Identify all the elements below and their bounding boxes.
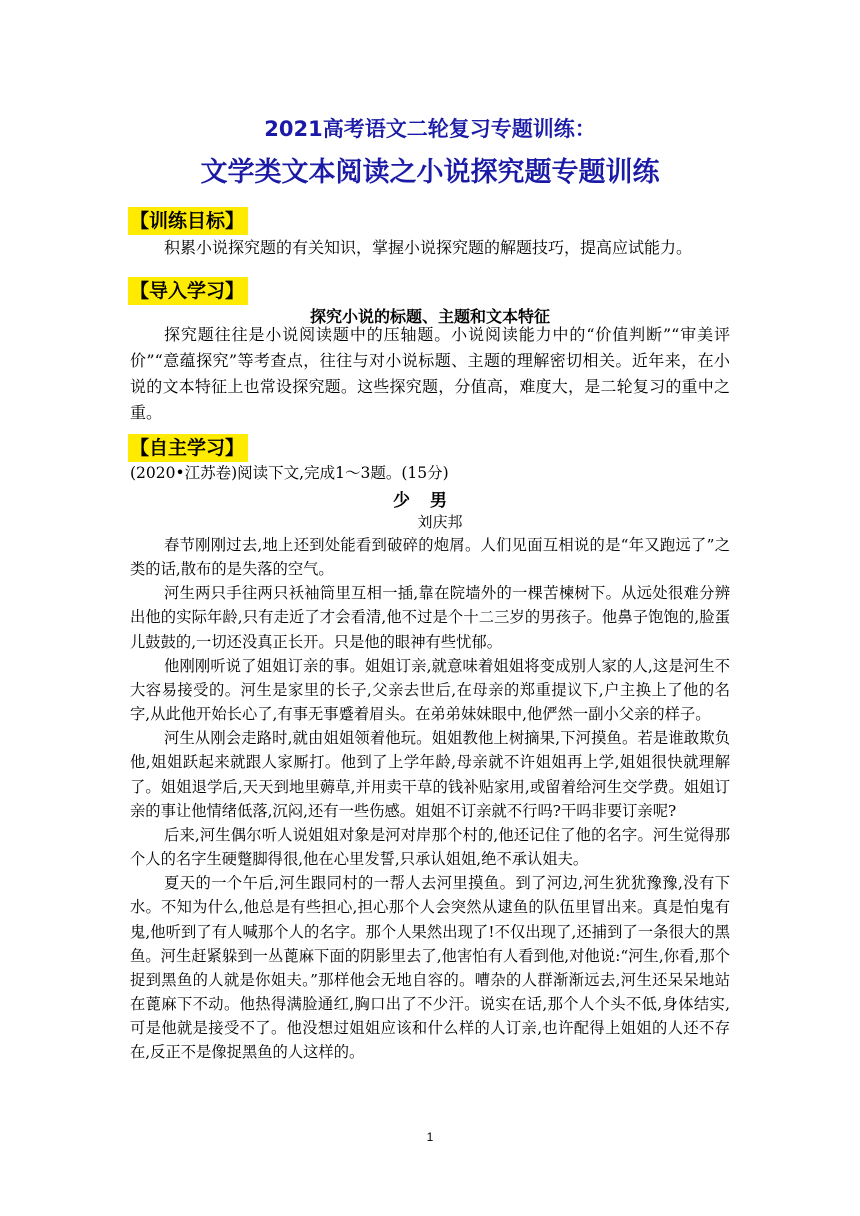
story-paragraph: 后来,河生偶尔听人说姐姐对象是河对岸那个村的,他还记住了他的名字。河生觉得那个人的名字生硬蹩脚得很,他在心里发誓,只承认姐姐,绝不承认姐夫。 xyxy=(130,825,730,869)
story-paragraph: 河生从刚会走路时,就由姐姐领着他玩。姐姐教他上树摘果,下河摸鱼。若是谁敢欺负他,姐姐跃起来就跟人家厮打。他到了上学年龄,母亲就不许姐姐再上学,姐姐很快就理解了。姐姐退学后,天天到地里薅草,并用卖干草的钱补贴家用,或留着给河生交学费。姐姐订亲的事让他情绪低落,沉闷,还有一些伤感。姐姐不订亲就不行吗?干吗非要订亲呢? xyxy=(130,729,730,820)
document-title-line1: 2021高考语文二轮复习专题训练： xyxy=(264,117,596,141)
question-source: (2020•江苏卷)阅读下文,完成1～3题。(15分) xyxy=(130,464,449,482)
section-label-self-study: 【自主学习】 xyxy=(128,434,248,462)
section-label-intro: 【导入学习】 xyxy=(128,277,248,305)
document-title-line2: 文学类文本阅读之小说探究题专题训练 xyxy=(200,157,660,188)
section-label-goal: 【训练目标】 xyxy=(128,207,248,235)
story-author: 刘庆邦 xyxy=(417,513,463,531)
page-number: 1 xyxy=(426,1130,434,1144)
intro-subtitle: 探究小说的标题、主题和文本特征 xyxy=(309,307,550,326)
story-paragraph: 春节刚刚过去,地上还到处能看到破碎的炮屑。人们见面互相说的是“年又跑远了”之类的话,散布的是失落的空气。 xyxy=(130,536,730,579)
story-body xyxy=(130,533,730,1064)
story-paragraph: 夏天的一个午后,河生跟同村的一帮人去河里摸鱼。到了河边,河生犹犹豫豫,没有下水。不知为什么,他总是有些担心,担心那个人会突然从逮鱼的队伍里冒出来。真是怕鬼有鬼,他听到了有人喊那个人的名字。那个人果然出现了!不仅出现了,还捕到了一条很大的黑鱼。河生赶紧躲到一丛蓖麻下面的阴影里去了,他害怕有人看到他,对他说:“河生,你看,那个捉到黑鱼的人就是你姐夫。”那样他会无地自容的。嘈杂的人群渐渐远去,河生还呆呆地站在蓖麻下不动。他热得满脸通红,胸口出了不少汗。说实在话,那个人个头不低,身体结实,可是他就是接受不了。他没想过姐姐应该和什么样的人订亲,也许配得上姐姐的人还不存在,反正不是像捉黑鱼的人这样的。 xyxy=(130,874,730,1062)
story-title: 少男 xyxy=(393,491,467,511)
story-paragraph: 他刚刚听说了姐姐订亲的事。姐姐订亲,就意味着姐姐将变成别人家的人,这是河生不大容易接受的。河生是家里的长子,父亲去世后,在母亲的郑重提议下,户主换上了他的名字,从此他开始长心了,有事无事蹙着眉头。在弟弟妹妹眼中,他俨然一副小父亲的样子。 xyxy=(130,656,730,724)
goal-text: 积累小说探究题的有关知识，掌握小说探究题的解题技巧，提高应试能力。 xyxy=(164,238,693,257)
story-paragraph: 河生两只手往两只袄袖筒里互相一插,靠在院墙外的一棵苦楝树下。从远处很难分辨出他的实际年龄,只有走近了才会看清,他不过是个十二三岁的男孩子。他鼻子饱饱的,脸蛋儿鼓鼓的,一切还没真正长开。只是他的眼神有些忧郁。 xyxy=(130,584,730,651)
intro-text: 探究题往往是小说阅读题中的压轴题。小说阅读能力中的“价值判断”“审美评价”“意蕴探究”等考查点，往往与对小说标题、主题的理解密切相关。近年来，在小说的文本特征上也常设探究题。这些探究题，分值高，难度大，是二轮复习的重中之重。 xyxy=(130,325,730,422)
